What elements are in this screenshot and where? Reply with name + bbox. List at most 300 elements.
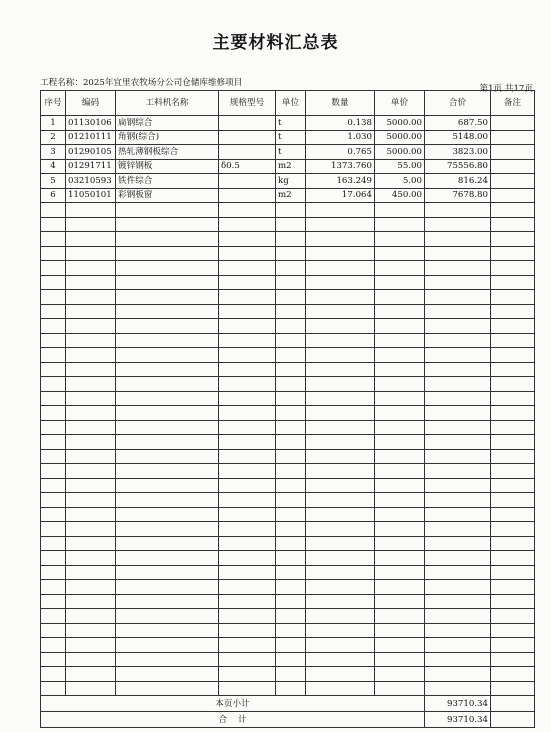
cell-unit [276, 406, 306, 421]
cell-spec [219, 130, 276, 145]
cell-code [66, 551, 116, 566]
empty-row [41, 507, 535, 522]
cell-qty [306, 681, 375, 696]
cell-spec [219, 261, 276, 276]
table-row [41, 116, 535, 131]
table-row [41, 159, 535, 174]
cell-total [425, 638, 491, 653]
cell-code [66, 391, 116, 406]
cell-price [375, 261, 425, 276]
cell-note [491, 203, 535, 218]
cell-spec [219, 435, 276, 450]
cell-unit [276, 507, 306, 522]
empty-row [41, 551, 535, 566]
cell-unit [276, 290, 306, 305]
cell-unit [276, 319, 306, 334]
cell-qty [306, 594, 375, 609]
cell-qty [306, 377, 375, 392]
cell-total [425, 290, 491, 305]
cell-qty [306, 420, 375, 435]
cell-no [41, 435, 66, 450]
cell-note [491, 232, 535, 247]
cell-unit [276, 232, 306, 247]
cell-name [116, 319, 219, 334]
cell-name [116, 507, 219, 522]
cell-no [41, 565, 66, 580]
cell-no [41, 667, 66, 682]
cell-name [116, 594, 219, 609]
cell-unit: t [276, 145, 306, 160]
cell-price [375, 319, 425, 334]
cell-price [375, 449, 425, 464]
cell-unit [276, 667, 306, 682]
cell-unit [276, 594, 306, 609]
cell-qty [306, 348, 375, 363]
cell-unit: t [276, 130, 306, 145]
cell-qty [306, 551, 375, 566]
cell-code [66, 623, 116, 638]
cell-qty [306, 565, 375, 580]
cell-code [66, 261, 116, 276]
empty-row [41, 565, 535, 580]
cell-unit [276, 536, 306, 551]
empty-row [41, 681, 535, 696]
cell-total: 5148.00 [425, 130, 491, 145]
cell-name [116, 667, 219, 682]
empty-row [41, 536, 535, 551]
cell-name [116, 449, 219, 464]
cell-no [41, 391, 66, 406]
cell-name [116, 246, 219, 261]
subtotal-value: 93710.34 [425, 696, 491, 712]
cell-unit [276, 623, 306, 638]
cell-note [491, 449, 535, 464]
cell-spec [219, 507, 276, 522]
page-indicator: 第1页 共17页 [479, 84, 533, 94]
cell-code [66, 406, 116, 421]
empty-row [41, 522, 535, 537]
cell-name [116, 391, 219, 406]
cell-unit: m2 [276, 159, 306, 174]
cell-no [41, 319, 66, 334]
cell-qty [306, 536, 375, 551]
cell-price [375, 681, 425, 696]
cell-spec [219, 232, 276, 247]
cell-spec [219, 304, 276, 319]
cell-total [425, 348, 491, 363]
cell-total: 687.50 [425, 116, 491, 131]
cell-unit [276, 246, 306, 261]
cell-code [66, 348, 116, 363]
cell-no [41, 232, 66, 247]
cell-qty [306, 507, 375, 522]
cell-price [375, 406, 425, 421]
cell-qty [306, 290, 375, 305]
empty-row [41, 217, 535, 232]
cell-no [41, 203, 66, 218]
cell-name [116, 551, 219, 566]
cell-no [41, 681, 66, 696]
subtotal-label: 本页小计 [41, 696, 425, 712]
cell-no [41, 623, 66, 638]
cell-price [375, 652, 425, 667]
cell-note [491, 623, 535, 638]
cell-qty [306, 435, 375, 450]
empty-row [41, 638, 535, 653]
cell-price: 5000.00 [375, 130, 425, 145]
cell-total [425, 275, 491, 290]
cell-no [41, 406, 66, 421]
cell-price [375, 565, 425, 580]
cell-no [41, 464, 66, 479]
cell-price: 55.00 [375, 159, 425, 174]
cell-qty [306, 478, 375, 493]
cell-note [491, 565, 535, 580]
cell-no [41, 290, 66, 305]
document-title: 主要材料汇总表 [212, 33, 339, 53]
header-name: 工料机名称 [116, 91, 219, 116]
cell-note [491, 391, 535, 406]
cell-price: 450.00 [375, 188, 425, 203]
cell-spec [219, 203, 276, 218]
cell-qty: 0.765 [306, 145, 375, 160]
cell-qty [306, 652, 375, 667]
cell-unit [276, 420, 306, 435]
empty-row [41, 406, 535, 421]
cell-no: 5 [41, 174, 66, 189]
cell-code [66, 464, 116, 479]
cell-spec: δ0.5 [219, 159, 276, 174]
cell-note [491, 493, 535, 508]
cell-note [491, 333, 535, 348]
cell-code: 11050101 [66, 188, 116, 203]
header-unit: 单位 [276, 91, 306, 116]
cell-name [116, 522, 219, 537]
cell-qty [306, 304, 375, 319]
cell-name [116, 232, 219, 247]
empty-row [41, 652, 535, 667]
cell-total [425, 420, 491, 435]
cell-spec [219, 362, 276, 377]
cell-spec [219, 333, 276, 348]
cell-price [375, 362, 425, 377]
cell-qty [306, 449, 375, 464]
cell-code [66, 493, 116, 508]
cell-spec [219, 391, 276, 406]
cell-name [116, 536, 219, 551]
cell-code [66, 435, 116, 450]
cell-note [491, 435, 535, 450]
materials-table [40, 90, 535, 728]
cell-qty [306, 362, 375, 377]
cell-price [375, 232, 425, 247]
header-code: 编码 [66, 91, 116, 116]
cell-qty [306, 580, 375, 595]
cell-spec [219, 623, 276, 638]
cell-code: 01130106 [66, 116, 116, 131]
cell-unit [276, 435, 306, 450]
cell-unit [276, 377, 306, 392]
cell-total [425, 232, 491, 247]
project-name: 工程名称：2025年宜里农牧场分公司仓储库维修项目 [40, 78, 243, 88]
cell-note [491, 145, 535, 160]
cell-unit [276, 478, 306, 493]
cell-name [116, 478, 219, 493]
empty-row [41, 623, 535, 638]
cell-total: 75556.80 [425, 159, 491, 174]
cell-code [66, 449, 116, 464]
empty-row [41, 333, 535, 348]
cell-spec [219, 188, 276, 203]
table-row [41, 174, 535, 189]
cell-qty: 163.249 [306, 174, 375, 189]
cell-note [491, 681, 535, 696]
cell-code [66, 203, 116, 218]
cell-note [491, 420, 535, 435]
cell-code [66, 681, 116, 696]
cell-code [66, 420, 116, 435]
cell-price: 5000.00 [375, 116, 425, 131]
cell-name [116, 261, 219, 276]
cell-code [66, 290, 116, 305]
empty-row [41, 420, 535, 435]
empty-row [41, 290, 535, 305]
cell-total [425, 667, 491, 682]
cell-no [41, 377, 66, 392]
cell-spec [219, 246, 276, 261]
cell-unit [276, 638, 306, 653]
cell-note [491, 362, 535, 377]
cell-qty: 0.138 [306, 116, 375, 131]
cell-total [425, 522, 491, 537]
cell-name [116, 681, 219, 696]
cell-code [66, 580, 116, 595]
cell-price [375, 348, 425, 363]
cell-note [491, 261, 535, 276]
cell-total [425, 536, 491, 551]
cell-unit [276, 217, 306, 232]
empty-row [41, 580, 535, 595]
cell-unit [276, 304, 306, 319]
cell-no [41, 275, 66, 290]
cell-total [425, 362, 491, 377]
header-qty: 数量 [306, 91, 375, 116]
cell-code [66, 536, 116, 551]
cell-qty: 17.064 [306, 188, 375, 203]
cell-note [491, 275, 535, 290]
cell-code [66, 565, 116, 580]
cell-spec [219, 174, 276, 189]
cell-price [375, 290, 425, 305]
cell-name: 彩钢板窗 [116, 188, 219, 203]
cell-spec [219, 116, 276, 131]
cell-qty [306, 232, 375, 247]
cell-unit [276, 362, 306, 377]
cell-spec [219, 275, 276, 290]
cell-qty [306, 522, 375, 537]
cell-name: 镀锌钢板 [116, 159, 219, 174]
cell-unit [276, 333, 306, 348]
header-price: 单价 [375, 91, 425, 116]
cell-name [116, 333, 219, 348]
subtotal-row [41, 696, 535, 712]
cell-code [66, 362, 116, 377]
cell-price: 5.00 [375, 174, 425, 189]
cell-spec [219, 652, 276, 667]
cell-qty [306, 217, 375, 232]
cell-code [66, 667, 116, 682]
cell-spec [219, 667, 276, 682]
empty-row [41, 449, 535, 464]
cell-total [425, 304, 491, 319]
cell-note [491, 652, 535, 667]
cell-code [66, 377, 116, 392]
cell-total [425, 623, 491, 638]
cell-name [116, 406, 219, 421]
cell-note [491, 319, 535, 334]
cell-name [116, 609, 219, 624]
cell-name: 扁钢综合 [116, 116, 219, 131]
cell-code [66, 333, 116, 348]
empty-row [41, 609, 535, 624]
cell-qty [306, 261, 375, 276]
cell-no [41, 580, 66, 595]
cell-note [491, 609, 535, 624]
cell-spec [219, 493, 276, 508]
cell-unit [276, 681, 306, 696]
cell-price [375, 638, 425, 653]
cell-spec [219, 638, 276, 653]
cell-no: 6 [41, 188, 66, 203]
cell-unit [276, 551, 306, 566]
cell-spec [219, 464, 276, 479]
cell-qty [306, 493, 375, 508]
cell-code: 01290105 [66, 145, 116, 160]
cell-code [66, 478, 116, 493]
cell-name [116, 464, 219, 479]
cell-price [375, 478, 425, 493]
cell-name [116, 493, 219, 508]
cell-price [375, 203, 425, 218]
cell-spec [219, 449, 276, 464]
cell-total [425, 565, 491, 580]
cell-price [375, 391, 425, 406]
cell-spec [219, 580, 276, 595]
cell-note [491, 536, 535, 551]
cell-note [491, 377, 535, 392]
cell-name [116, 304, 219, 319]
cell-spec [219, 290, 276, 305]
table-row [41, 130, 535, 145]
header-note: 备注 [491, 91, 535, 116]
cell-price [375, 420, 425, 435]
cell-unit [276, 261, 306, 276]
cell-note [491, 217, 535, 232]
cell-qty [306, 667, 375, 682]
cell-no: 3 [41, 145, 66, 160]
cell-note [491, 551, 535, 566]
cell-unit [276, 464, 306, 479]
cell-name [116, 290, 219, 305]
cell-qty: 1.030 [306, 130, 375, 145]
table-row [41, 145, 535, 160]
header-no: 序号 [41, 91, 66, 116]
cell-name [116, 565, 219, 580]
cell-qty [306, 406, 375, 421]
cell-price [375, 377, 425, 392]
cell-note [491, 478, 535, 493]
cell-qty [306, 391, 375, 406]
total-label: 合 计 [41, 712, 425, 728]
cell-price [375, 217, 425, 232]
cell-spec [219, 536, 276, 551]
cell-no [41, 652, 66, 667]
cell-no [41, 522, 66, 537]
cell-name: 角钢(综合) [116, 130, 219, 145]
cell-qty [306, 333, 375, 348]
cell-price [375, 536, 425, 551]
cell-name [116, 348, 219, 363]
cell-price [375, 667, 425, 682]
cell-code [66, 246, 116, 261]
empty-row [41, 246, 535, 261]
cell-total [425, 551, 491, 566]
cell-total [425, 594, 491, 609]
empty-row [41, 493, 535, 508]
empty-row [41, 304, 535, 319]
empty-row [41, 435, 535, 450]
cell-code [66, 609, 116, 624]
cell-unit [276, 275, 306, 290]
empty-row [41, 232, 535, 247]
cell-total [425, 652, 491, 667]
cell-qty [306, 275, 375, 290]
cell-price [375, 594, 425, 609]
cell-code [66, 594, 116, 609]
cell-total: 816.24 [425, 174, 491, 189]
cell-spec [219, 217, 276, 232]
cell-note [491, 246, 535, 261]
cell-total [425, 246, 491, 261]
cell-qty [306, 464, 375, 479]
cell-note [491, 348, 535, 363]
subtotal-note [491, 696, 535, 712]
cell-price: 5000.00 [375, 145, 425, 160]
cell-note [491, 130, 535, 145]
cell-name: 热轧薄钢板综合 [116, 145, 219, 160]
cell-total: 3823.00 [425, 145, 491, 160]
cell-code [66, 232, 116, 247]
cell-unit [276, 348, 306, 363]
total-note [491, 712, 535, 728]
cell-no [41, 449, 66, 464]
cell-code: 01210111 [66, 130, 116, 145]
cell-note [491, 174, 535, 189]
cell-spec [219, 145, 276, 160]
cell-note [491, 304, 535, 319]
cell-spec [219, 420, 276, 435]
cell-price [375, 522, 425, 537]
cell-note [491, 159, 535, 174]
cell-no: 1 [41, 116, 66, 131]
table-row [41, 188, 535, 203]
cell-code: 01291711 [66, 159, 116, 174]
cell-name [116, 638, 219, 653]
cell-no [41, 261, 66, 276]
empty-row [41, 203, 535, 218]
cell-total [425, 449, 491, 464]
cell-no [41, 551, 66, 566]
